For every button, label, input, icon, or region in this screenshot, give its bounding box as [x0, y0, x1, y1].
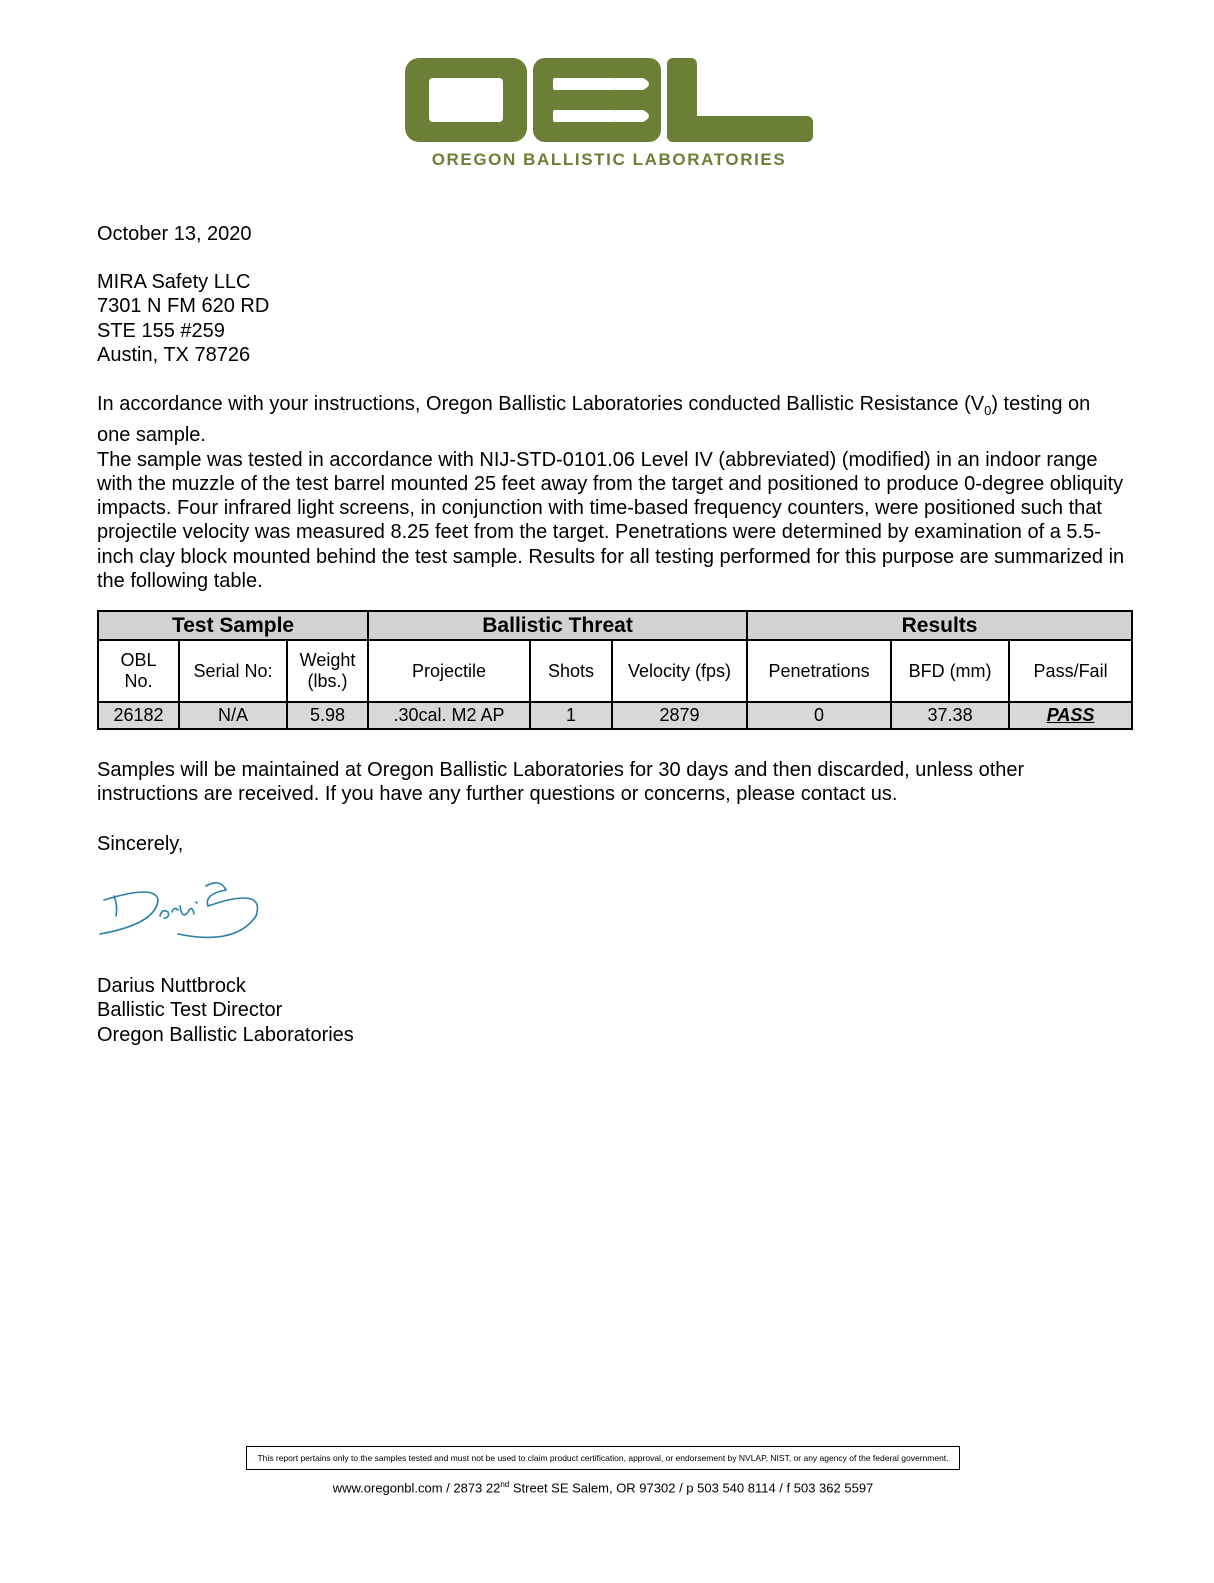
cell-bfd: 37.38 [891, 702, 1009, 729]
cell-velocity: 2879 [612, 702, 747, 729]
table-row [98, 702, 1132, 729]
header-projectile: Projectile [368, 640, 530, 702]
header-serial: Serial No: [179, 640, 287, 702]
letter-body [97, 392, 1127, 593]
header-obl-no: OBL No. [98, 640, 179, 702]
header-bfd: BFD (mm) [891, 640, 1009, 702]
header-velocity: Velocity (fps) [612, 640, 747, 702]
group-test-sample: Test Sample [98, 611, 368, 640]
cell-pass-fail [1009, 702, 1132, 729]
group-results: Results [747, 611, 1132, 640]
header-shots: Shots [530, 640, 612, 702]
pass-status: PASS [1046, 705, 1095, 725]
table-group-row [98, 611, 1132, 640]
group-ballistic-threat: Ballistic Threat [368, 611, 747, 640]
cell-penetrations: 0 [747, 702, 891, 729]
cell-projectile: .30cal. M2 AP [368, 702, 530, 729]
recipient-line: Austin, TX 78726 [97, 343, 251, 366]
salutation: Sincerely, [97, 833, 184, 855]
obl-logo [405, 58, 813, 144]
signer-name: Darius Nuttbrock [97, 975, 246, 997]
signature [96, 876, 266, 946]
signer-org: Oregon Ballistic Laboratories [97, 1023, 354, 1046]
letter-date: October 13, 2020 [97, 223, 252, 245]
recipient-line: STE 155 #259 [97, 319, 225, 342]
results-table [97, 610, 1133, 730]
cell-serial: N/A [179, 702, 287, 729]
method-paragraph: The sample was tested in accordance with NIJ-STD-0101.06 Level IV (abbreviated) (modified) in an indoor range with the muzzle of the test barrel mounted 25 feet away from the target and positioned to produce 0-degree obliquity impacts. Four infrared light screens, in conjunction with time-based frequency counters, were positioned such that projectile velocity was measured 8.25 feet from the target. Penetrations were determined by examination of a 5.5-inch clay block mounted behind the test sample. Results for all testing performed for this purpose are summarized in the following table. [97, 448, 1125, 593]
lab-name-wordmark: OREGON BALLISTIC LABORATORIES [431, 150, 787, 169]
cell-obl-no: 26182 [98, 702, 179, 729]
intro-paragraph: In accordance with your instructions, Oregon Ballistic Laboratories conducted Ballistic Resistance $(V_0)$ testing on one sample. [97, 393, 1091, 447]
table-header-row [98, 640, 1132, 702]
footer-address: www.oregonbl.com / 2873 22nd Street SE Salem, OR 97302 / p 503 540 8114 / f 503 362 5597 [332, 1480, 874, 1496]
recipient-line: 7301 N FM 620 RD [97, 295, 270, 318]
recipient-address [97, 270, 1127, 367]
header-penetrations: Penetrations [747, 640, 891, 702]
recipient-line: MIRA Safety LLC [97, 271, 251, 293]
signer-block [97, 974, 1127, 1047]
cell-shots: 1 [530, 702, 612, 729]
cell-weight: 5.98 [287, 702, 368, 729]
signer-title: Ballistic Test Director [97, 999, 283, 1022]
header-weight: Weight (lbs.) [287, 640, 368, 702]
disclaimer-box: This report pertains only to the samples tested and must not be used to claim product certification, approval, or endorsement by NVLAP, NIST, or any agency of the federal government. [246, 1446, 960, 1470]
header-pass-fail: Pass/Fail [1009, 640, 1132, 702]
closing-paragraph: Samples will be maintained at Oregon Ballistic Laboratories for 30 days and then discarded, unless other instructions are received. If you have any further questions or concerns, please contact us. [97, 759, 1025, 806]
